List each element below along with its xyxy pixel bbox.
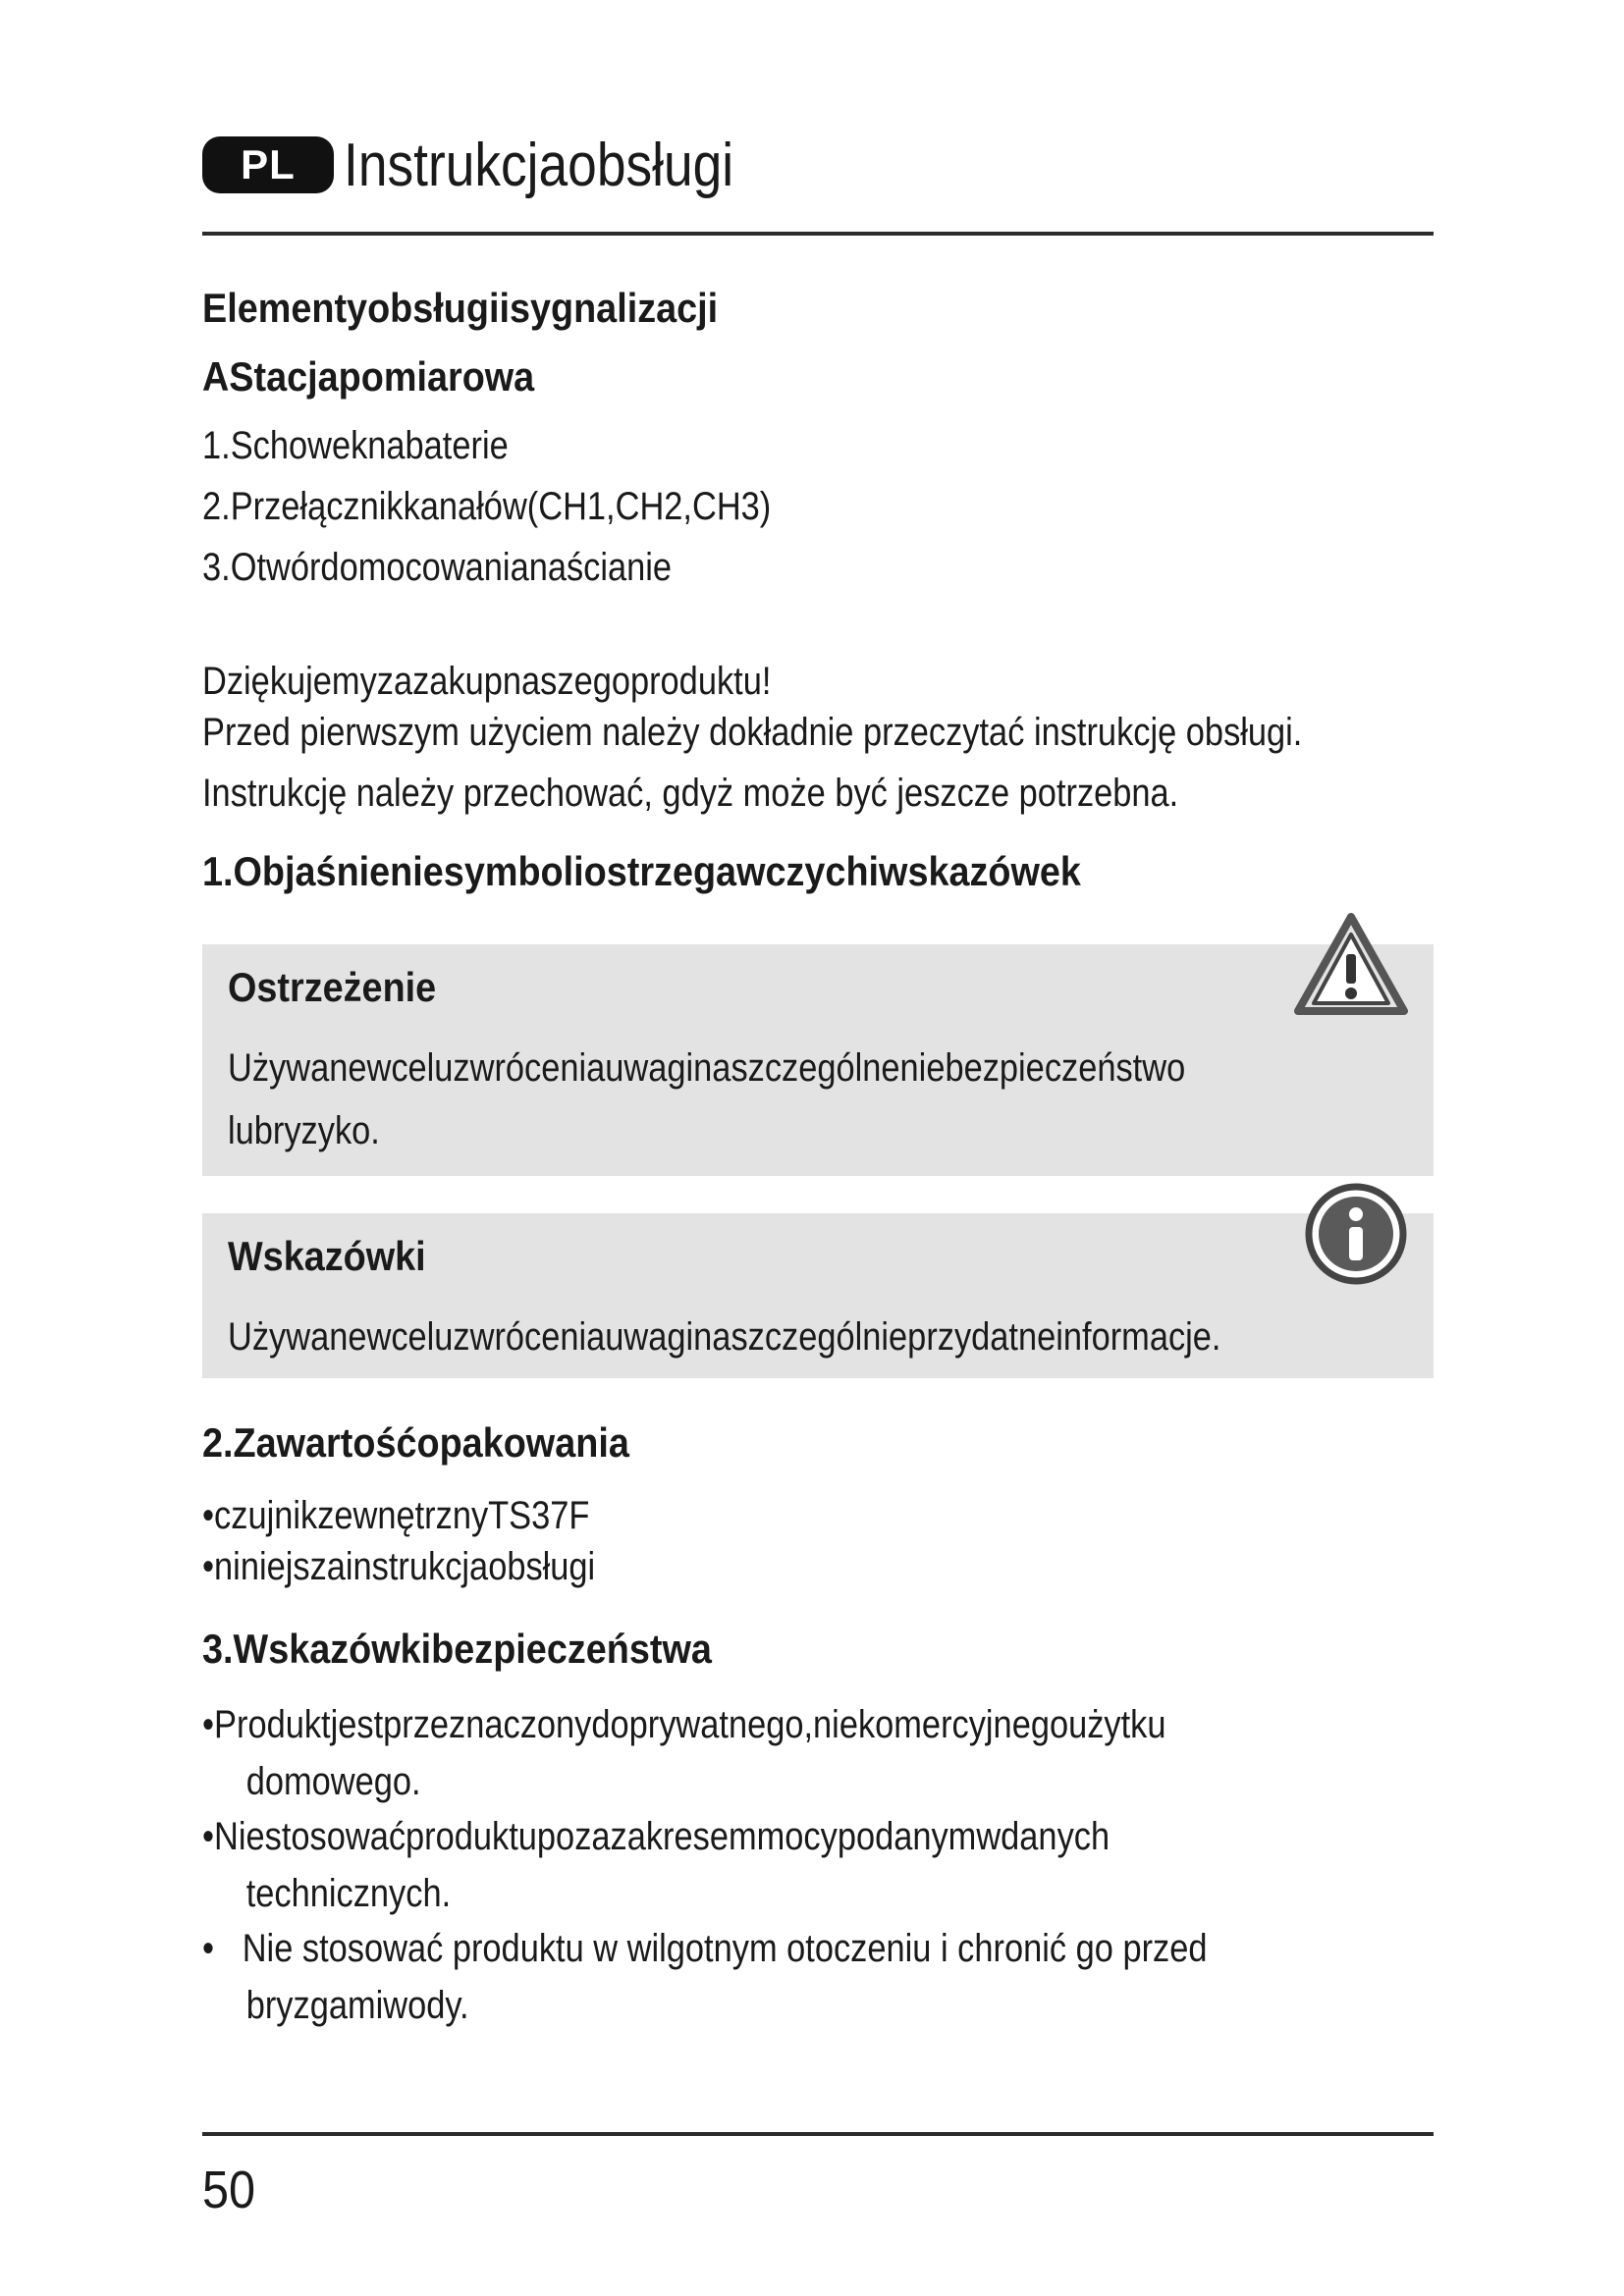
package-item: •niniejszainstrukcjaobsługi xyxy=(202,1545,596,1588)
warning-text-line1: Używanewceluzwróceniauwaginaszczególneniebezpieczeństwo xyxy=(228,1046,1186,1090)
manual-page xyxy=(202,0,1434,2296)
language-badge: PL xyxy=(202,136,334,193)
controls-subheading: AStacjapomiarowa xyxy=(202,353,535,400)
controls-item: 3.Otwórdomocowanianaścianie xyxy=(202,546,673,589)
controls-heading: Elementyobsługiisygnalizacji xyxy=(202,285,719,331)
safety-item-line2: domowego. xyxy=(245,1760,421,1803)
safety-item-line1: •Niestosowaćproduktupozazakresemmocypodanymwdanych xyxy=(202,1815,1110,1858)
intro-read-line: Przed pierwszym użyciem należy dokładnie przeczytać instrukcję obsługi. xyxy=(202,711,1303,754)
page-header xyxy=(202,126,797,204)
warning-triangle-icon xyxy=(1292,911,1410,1019)
controls-item: 1.Schoweknabaterie xyxy=(202,424,509,467)
safety-item xyxy=(202,1920,1208,2034)
info-icon xyxy=(1302,1180,1410,1288)
header-divider xyxy=(202,232,1434,236)
intro-thanks: Dziękujemyzazakupnaszegoproduktu! xyxy=(202,660,772,703)
warning-text-line2: lubryzyko. xyxy=(228,1109,380,1152)
safety-item-line1: • Nie stosować produktu w wilgotnym otoczeniu i chronić go przed xyxy=(202,1927,1208,1970)
intro-keep-line: Instrukcję należy przechować, gdyż może być jeszcze potrzebna. xyxy=(202,772,1179,815)
section3-heading: 3.Wskazówkibezpieczeństwa xyxy=(202,1626,712,1672)
hints-box xyxy=(202,1213,1434,1378)
page-number: 50 xyxy=(202,2161,256,2219)
page-title: Instrukcjaobsługi xyxy=(344,131,734,199)
safety-item xyxy=(202,1696,1166,1810)
hints-text: Używanewceluzwróceniauwaginaszczególnieprzydatneinformacje. xyxy=(228,1315,1221,1359)
safety-item-line2: bryzgamiwody. xyxy=(245,1984,469,2027)
controls-item: 2.Przełącznikkanałów(CH1,CH2,CH3) xyxy=(202,485,772,528)
warning-box xyxy=(202,944,1434,1176)
safety-item-line2: technicznych. xyxy=(245,1872,452,1915)
hints-title: Wskazówki xyxy=(228,1233,426,1279)
warning-title: Ostrzeżenie xyxy=(228,964,437,1010)
safety-item-line1: •Produktjestprzeznaczonydoprywatnego,niekomercyjnegoużytku xyxy=(202,1703,1166,1746)
section2-heading: 2.Zawartośćopakowania xyxy=(202,1419,629,1466)
safety-item xyxy=(202,1808,1110,1922)
section1-heading: 1.Objaśnieniesymboliostrzegawczychiwskazówek xyxy=(202,848,1081,894)
package-item: •czujnikzewnętrznyTS37F xyxy=(202,1494,590,1537)
footer-divider xyxy=(202,2132,1434,2136)
